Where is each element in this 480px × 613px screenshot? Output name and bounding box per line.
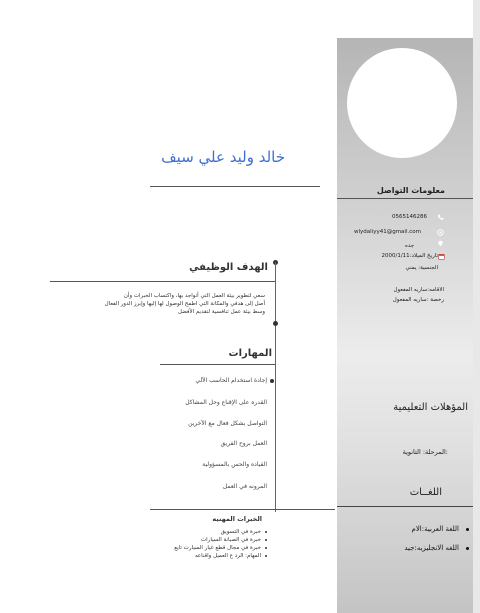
city-text: جده: [405, 243, 415, 249]
timeline-dot: [273, 321, 278, 326]
objective-divider: [50, 281, 275, 282]
page-edge: [473, 0, 480, 613]
birth-text: تاريخ الميلاد:2000/1/11: [381, 253, 438, 259]
phone-icon: [437, 214, 444, 221]
objective-line: أصل إلى هدفي والمكانة التي اطمح الوصول لها إليها وإبرز الدور الفعال: [104, 301, 265, 307]
license-text: رخصة :ساريه المفعول: [392, 297, 444, 303]
languages-divider: [337, 506, 473, 507]
language-item: اللغه الانجليزيه:جيد: [404, 544, 459, 552]
contact-title: معلومات التواصل: [376, 186, 445, 195]
experience-item: خبرة في التسويق: [150, 528, 268, 536]
contact-divider: [337, 198, 473, 199]
email-text: wlydaliyy41@gmail.com: [354, 229, 421, 235]
calendar-icon: [438, 253, 445, 260]
experience-title: الخبرات المهنيه: [212, 515, 262, 523]
objective-line: وسط بيئة عمل تنافسية لتقديم الأفضل: [177, 309, 265, 315]
skill-item: القدره على الإقناع وحل المشاكل: [185, 399, 267, 406]
email-icon: [437, 229, 444, 236]
skill-item: إجادة استخدام الحاسب الآلي: [195, 377, 267, 384]
experience-item: خبرة في مجال قطع غيار السيارت تايع: [150, 544, 268, 552]
objective-title: الهدف الوظيفي: [189, 262, 268, 273]
profile-photo: [347, 48, 457, 158]
skill-item: التواصل بشكل فعال مع الآخرين: [188, 420, 267, 427]
nationality-text: الجنسية: يمني: [405, 265, 438, 271]
education-stage: :المرحلة: الثانوية: [402, 448, 448, 456]
objective-line: سعي لتطوير بيئة العمل التي أتواجد بها، واكتساب الخبرات وأن: [123, 293, 265, 299]
experience-item: خبرة في الصيانة السيارات: [150, 536, 268, 544]
phone-text: 0565146286: [392, 214, 427, 220]
skill-item: العمل بروح الفريق: [220, 440, 267, 447]
education-title: المؤهلات التعليمية: [393, 402, 468, 413]
experience-list: [150, 528, 268, 560]
objective-text: [45, 292, 265, 316]
languages-title: اللغــات: [409, 487, 442, 498]
skills-title: المهارات: [228, 348, 272, 359]
skills-divider: [160, 364, 275, 365]
language-item: اللغة العربية:الام: [411, 525, 459, 533]
language-bullet: [466, 547, 469, 550]
timeline-line: [275, 262, 276, 512]
experience-divider: [150, 509, 335, 510]
person-name: خالد وليد علي سيف: [161, 148, 285, 166]
skill-item: المرونه في العمل: [222, 483, 267, 490]
skill-item: القياده والحس بالمسؤولية: [202, 461, 267, 468]
name-divider: [150, 186, 320, 187]
experience-item: المهام: الرد ع العميل واقناعه: [150, 552, 268, 560]
location-icon: [437, 240, 444, 247]
language-bullet: [466, 528, 469, 531]
residence-text: الاقامه:ساريه المفعول: [393, 287, 444, 293]
skill-dot: [270, 379, 274, 383]
